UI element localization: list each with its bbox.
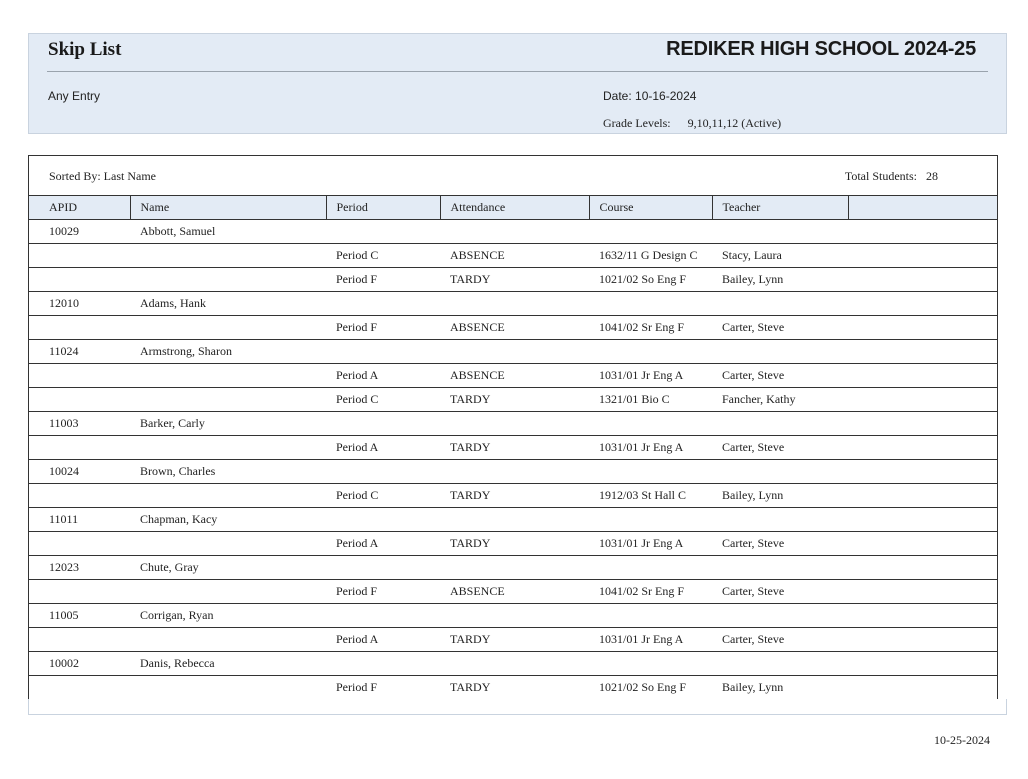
student-row (29, 219, 997, 243)
empty-cell (848, 531, 997, 555)
attendance-entry-row (29, 267, 997, 291)
empty-cell (848, 507, 997, 531)
empty-cell (29, 387, 130, 411)
entry-period: Period F (326, 675, 440, 699)
empty-cell (29, 315, 130, 339)
column-header-name: Name (130, 196, 326, 219)
student-row (29, 603, 997, 627)
empty-cell (326, 651, 440, 675)
empty-cell (440, 411, 589, 435)
attendance-entry-row (29, 243, 997, 267)
empty-cell (326, 339, 440, 363)
empty-cell (440, 555, 589, 579)
empty-cell (440, 459, 589, 483)
empty-cell (848, 675, 997, 699)
empty-cell (712, 339, 848, 363)
date-label: Date: (603, 89, 632, 103)
empty-cell (440, 651, 589, 675)
entry-course: 1031/01 Jr Eng A (589, 363, 712, 387)
total-students-label: Total Students: (844, 169, 917, 183)
entry-course: 1321/01 Bio C (589, 387, 712, 411)
student-apid: 11024 (29, 339, 130, 363)
empty-cell (130, 483, 326, 507)
empty-cell (589, 291, 712, 315)
student-row (29, 339, 997, 363)
empty-cell (326, 459, 440, 483)
student-name: Abbott, Samuel (130, 219, 326, 243)
entry-period: Period A (326, 627, 440, 651)
empty-cell (326, 555, 440, 579)
empty-cell (326, 291, 440, 315)
student-name: Danis, Rebecca (130, 651, 326, 675)
entry-attendance: TARDY (440, 531, 589, 555)
entry-period: Period A (326, 435, 440, 459)
entry-course: 1912/03 St Hall C (589, 483, 712, 507)
attendance-entry-row (29, 363, 997, 387)
empty-cell (589, 651, 712, 675)
entry-teacher: Carter, Steve (712, 627, 848, 651)
entry-teacher: Bailey, Lynn (712, 267, 848, 291)
entry-attendance: TARDY (440, 675, 589, 699)
entry-period: Period A (326, 531, 440, 555)
student-apid: 12023 (29, 555, 130, 579)
empty-cell (29, 267, 130, 291)
column-header-teacher: Teacher (712, 196, 848, 219)
report-header (28, 33, 1007, 134)
empty-cell (848, 651, 997, 675)
attendance-entry-row (29, 315, 997, 339)
student-name: Chute, Gray (130, 555, 326, 579)
empty-cell (712, 651, 848, 675)
student-row (29, 651, 997, 675)
empty-cell (130, 627, 326, 651)
empty-cell (130, 315, 326, 339)
empty-cell (29, 675, 130, 699)
entry-attendance: ABSENCE (440, 315, 589, 339)
empty-cell (130, 675, 326, 699)
entry-teacher: Carter, Steve (712, 531, 848, 555)
empty-cell (848, 387, 997, 411)
report-bottom-band (28, 699, 1007, 715)
student-name: Armstrong, Sharon (130, 339, 326, 363)
empty-cell (130, 387, 326, 411)
grade-levels-label: Grade Levels: (603, 116, 671, 130)
student-apid: 10002 (29, 651, 130, 675)
empty-cell (29, 363, 130, 387)
entry-period: Period F (326, 579, 440, 603)
empty-cell (712, 555, 848, 579)
table-header-row (29, 196, 997, 219)
empty-cell (589, 603, 712, 627)
header-divider (47, 71, 988, 72)
student-name: Adams, Hank (130, 291, 326, 315)
entry-period: Period C (326, 387, 440, 411)
date-value: 10-16-2024 (635, 89, 697, 103)
student-apid: 12010 (29, 291, 130, 315)
empty-cell (440, 339, 589, 363)
entry-course: 1021/02 So Eng F (589, 267, 712, 291)
empty-cell (130, 243, 326, 267)
empty-cell (712, 459, 848, 483)
entry-attendance: TARDY (440, 435, 589, 459)
column-header-course: Course (589, 196, 712, 219)
attendance-entry-row (29, 627, 997, 651)
entry-period: Period F (326, 315, 440, 339)
student-row (29, 459, 997, 483)
empty-cell (848, 579, 997, 603)
empty-cell (848, 267, 997, 291)
empty-cell (130, 267, 326, 291)
student-row (29, 555, 997, 579)
student-row (29, 291, 997, 315)
empty-cell (326, 411, 440, 435)
empty-cell (29, 435, 130, 459)
attendance-entry-row (29, 435, 997, 459)
entry-attendance: TARDY (440, 483, 589, 507)
entry-course: 1632/11 G Design C (589, 243, 712, 267)
entry-course: 1031/01 Jr Eng A (589, 531, 712, 555)
student-apid: 11005 (29, 603, 130, 627)
report-title: Skip List (48, 39, 122, 60)
filter-label: Any Entry (48, 89, 101, 103)
student-apid: 11011 (29, 507, 130, 531)
entry-period: Period C (326, 483, 440, 507)
empty-cell (848, 315, 997, 339)
empty-cell (440, 603, 589, 627)
empty-cell (326, 507, 440, 531)
entry-teacher: Carter, Steve (712, 435, 848, 459)
empty-cell (848, 555, 997, 579)
grade-levels-value: 9,10,11,12 (Active) (687, 116, 782, 130)
entry-attendance: ABSENCE (440, 243, 589, 267)
empty-cell (589, 219, 712, 243)
total-students-value: 28 (926, 169, 938, 183)
empty-cell (848, 459, 997, 483)
empty-cell (440, 291, 589, 315)
skip-list-table (29, 196, 997, 700)
entry-teacher: Carter, Steve (712, 315, 848, 339)
empty-cell (848, 435, 997, 459)
summary-row (29, 156, 997, 196)
empty-cell (848, 411, 997, 435)
column-header-blank (848, 196, 997, 219)
empty-cell (848, 363, 997, 387)
entry-teacher: Carter, Steve (712, 363, 848, 387)
entry-attendance: ABSENCE (440, 579, 589, 603)
empty-cell (326, 219, 440, 243)
entry-teacher: Fancher, Kathy (712, 387, 848, 411)
sorted-by-label: Sorted By: Last Name (49, 169, 156, 183)
skip-list-frame (28, 155, 998, 700)
entry-attendance: ABSENCE (440, 363, 589, 387)
column-header-apid: APID (29, 196, 130, 219)
entry-course: 1031/01 Jr Eng A (589, 435, 712, 459)
empty-cell (130, 531, 326, 555)
empty-cell (848, 483, 997, 507)
empty-cell (29, 579, 130, 603)
empty-cell (848, 339, 997, 363)
entry-period: Period C (326, 243, 440, 267)
student-apid: 10029 (29, 219, 130, 243)
empty-cell (848, 243, 997, 267)
student-name: Brown, Charles (130, 459, 326, 483)
student-name: Corrigan, Ryan (130, 603, 326, 627)
empty-cell (589, 507, 712, 531)
empty-cell (29, 531, 130, 555)
empty-cell (848, 627, 997, 651)
empty-cell (440, 507, 589, 531)
empty-cell (589, 339, 712, 363)
empty-cell (712, 219, 848, 243)
empty-cell (29, 627, 130, 651)
entry-course: 1041/02 Sr Eng F (589, 579, 712, 603)
empty-cell (326, 603, 440, 627)
entry-course: 1031/01 Jr Eng A (589, 627, 712, 651)
entry-course: 1021/02 So Eng F (589, 675, 712, 699)
attendance-entry-row (29, 483, 997, 507)
student-row (29, 507, 997, 531)
empty-cell (589, 555, 712, 579)
attendance-entry-row (29, 579, 997, 603)
empty-cell (29, 243, 130, 267)
empty-cell (130, 579, 326, 603)
entry-attendance: TARDY (440, 267, 589, 291)
empty-cell (848, 291, 997, 315)
entry-teacher: Carter, Steve (712, 579, 848, 603)
empty-cell (712, 291, 848, 315)
student-name: Chapman, Kacy (130, 507, 326, 531)
table-body (29, 219, 997, 699)
student-apid: 11003 (29, 411, 130, 435)
entry-teacher: Stacy, Laura (712, 243, 848, 267)
entry-course: 1041/02 Sr Eng F (589, 315, 712, 339)
entry-attendance: TARDY (440, 627, 589, 651)
attendance-entry-row (29, 387, 997, 411)
empty-cell (712, 603, 848, 627)
attendance-entry-row (29, 531, 997, 555)
grade-levels (603, 116, 781, 131)
entry-teacher: Bailey, Lynn (712, 483, 848, 507)
entry-period: Period A (326, 363, 440, 387)
school-name: REDIKER HIGH SCHOOL 2024-25 (666, 38, 976, 60)
empty-cell (440, 219, 589, 243)
empty-cell (29, 483, 130, 507)
student-apid: 10024 (29, 459, 130, 483)
empty-cell (589, 459, 712, 483)
student-name: Barker, Carly (130, 411, 326, 435)
student-row (29, 411, 997, 435)
entry-teacher: Bailey, Lynn (712, 675, 848, 699)
empty-cell (130, 363, 326, 387)
empty-cell (130, 435, 326, 459)
total-students (845, 169, 938, 184)
empty-cell (712, 411, 848, 435)
empty-cell (712, 507, 848, 531)
entry-attendance: TARDY (440, 387, 589, 411)
empty-cell (848, 219, 997, 243)
empty-cell (589, 411, 712, 435)
report-date (603, 89, 696, 103)
footer-print-date: 10-25-2024 (934, 733, 990, 747)
empty-cell (848, 603, 997, 627)
column-header-attendance: Attendance (440, 196, 589, 219)
entry-period: Period F (326, 267, 440, 291)
attendance-entry-row (29, 675, 997, 699)
column-header-period: Period (326, 196, 440, 219)
